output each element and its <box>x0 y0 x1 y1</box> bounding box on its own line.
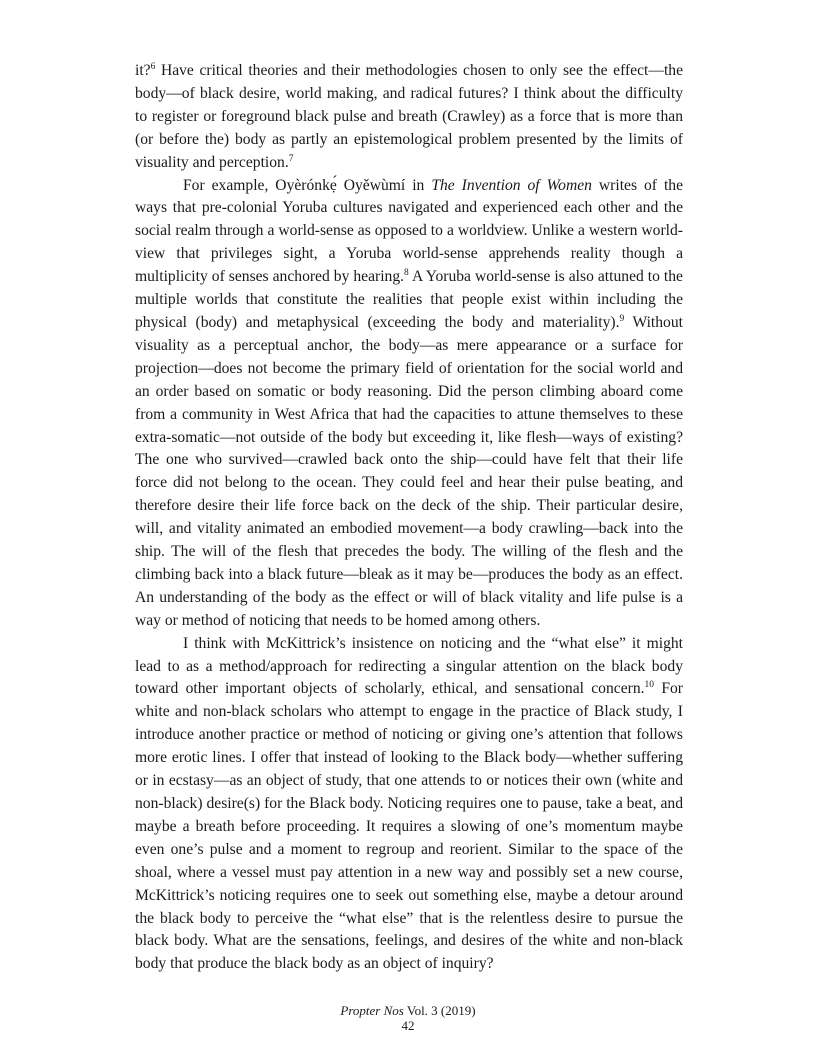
footnote-ref-7[interactable]: 7 <box>288 153 294 164</box>
paragraph-text: I think with McKittrick’s insistence on noticing and the “what else” it might lead to as a method/approach for redirecting a singular attention on the black body toward other important objects of scholarly, ethical, and sensational concern. <box>135 634 683 698</box>
footnote-ref-8[interactable]: 8 <box>404 268 409 279</box>
paragraph-text: A Yoruba world-sense is also attuned to the multiple worlds that constitute the realities that people exist within including the physical (body) and metaphysical (exceeding the body and materiality). <box>135 268 683 331</box>
paragraph-text: writes of the ways that pre-colonial Yoruba cultures navigated and experienced each other and the social realm through a world-sense as opposed to a worldview. Unlike a western world-view that privileges sight, a Yoruba world-sense apprehends reality though a multiplicity of senses anchored by hearing. <box>135 176 683 286</box>
paragraph-3 <box>135 633 683 977</box>
paragraph-text: For white and non-black scholars who attempt to engage in the practice of Black study, I introduce another practice or method of noticing or giving one’s attention that follows more erotic lines. I offer that instead of looking to the Black body—whether suffering or in ecstasy—as an object of study, that one attends to or notices their own (white and non-black) desire(s) for the Black body. Noticing requires one to pause, take a beat, and maybe a breath before proceeding. It requires a slowing of one’s momentum maybe even one’s pulse and a moment to regroup and reorient. Similar to the space of the shoal, where a vessel must pay attention in a new way and possibly set a new course, McKittrick’s noticing requires one to seek out something else, maybe a detour around the black body to perceive the “what else” that is the relentless desire to pursue the black body. What are the sensations, feelings, and desires of the white and non-black body that produce the black body as an object of inquiry? <box>135 680 683 973</box>
paragraph-text: Have critical theories and their methodologies chosen to only see the effect—the body—of black desire, world making, and radical futures? I think about the difficulty to register or foreground black pulse and breath (Crawley) as a force that is more than (or before the) body as partly an epistemological problem presented by the limits of visuality and perception. <box>135 62 683 171</box>
journal-volume: Vol. 3 (2019) <box>403 1003 476 1018</box>
footer-journal-citation <box>0 1003 816 1018</box>
page-body <box>135 60 683 976</box>
page-number: 42 <box>401 1018 415 1033</box>
book-title: The Invention of Women <box>431 176 592 194</box>
paragraph-1 <box>135 60 683 175</box>
paragraph-text: it? <box>135 62 151 79</box>
paragraph-2 <box>135 175 683 633</box>
footnote-ref-10[interactable]: 10 <box>644 680 655 691</box>
footnote-ref-9[interactable]: 9 <box>619 313 625 324</box>
footnote-ref-6[interactable]: 6 <box>150 62 156 72</box>
paragraph-text: Without visuality as a perceptual anchor, the body—as mere appearance or a surface for projection—does not become the primary field of orientation for the social world and an order based on somatic or body reasoning. Did the person climbing aboard come from a community in West Africa that had the capacities to attune themselves to these extra-somatic—not outside of the body but exceeding it, like flesh—ways of existing? The one who survived—crawled back onto the ship—could have felt that their life force did not belong to the ocean. They could feel and hear their pulse beating, and therefore desire their life force back on the deck of the ship. Their particular desire, will, and vitality animated an embodied movement—a body crawling—back into the ship. The will of the flesh that precedes the body. The willing of the flesh and the climbing back into a black future—bleak as it may be—produces the body as an effect. An understanding of the body as the effect or will of black vitality and life pulse is a way or method of noticing that needs to be homed among others. <box>135 313 683 629</box>
paragraph-text: For example, Oyèrónkẹ́ Oyěwùmí in <box>183 176 432 194</box>
journal-name: Propter Nos <box>340 1003 404 1018</box>
